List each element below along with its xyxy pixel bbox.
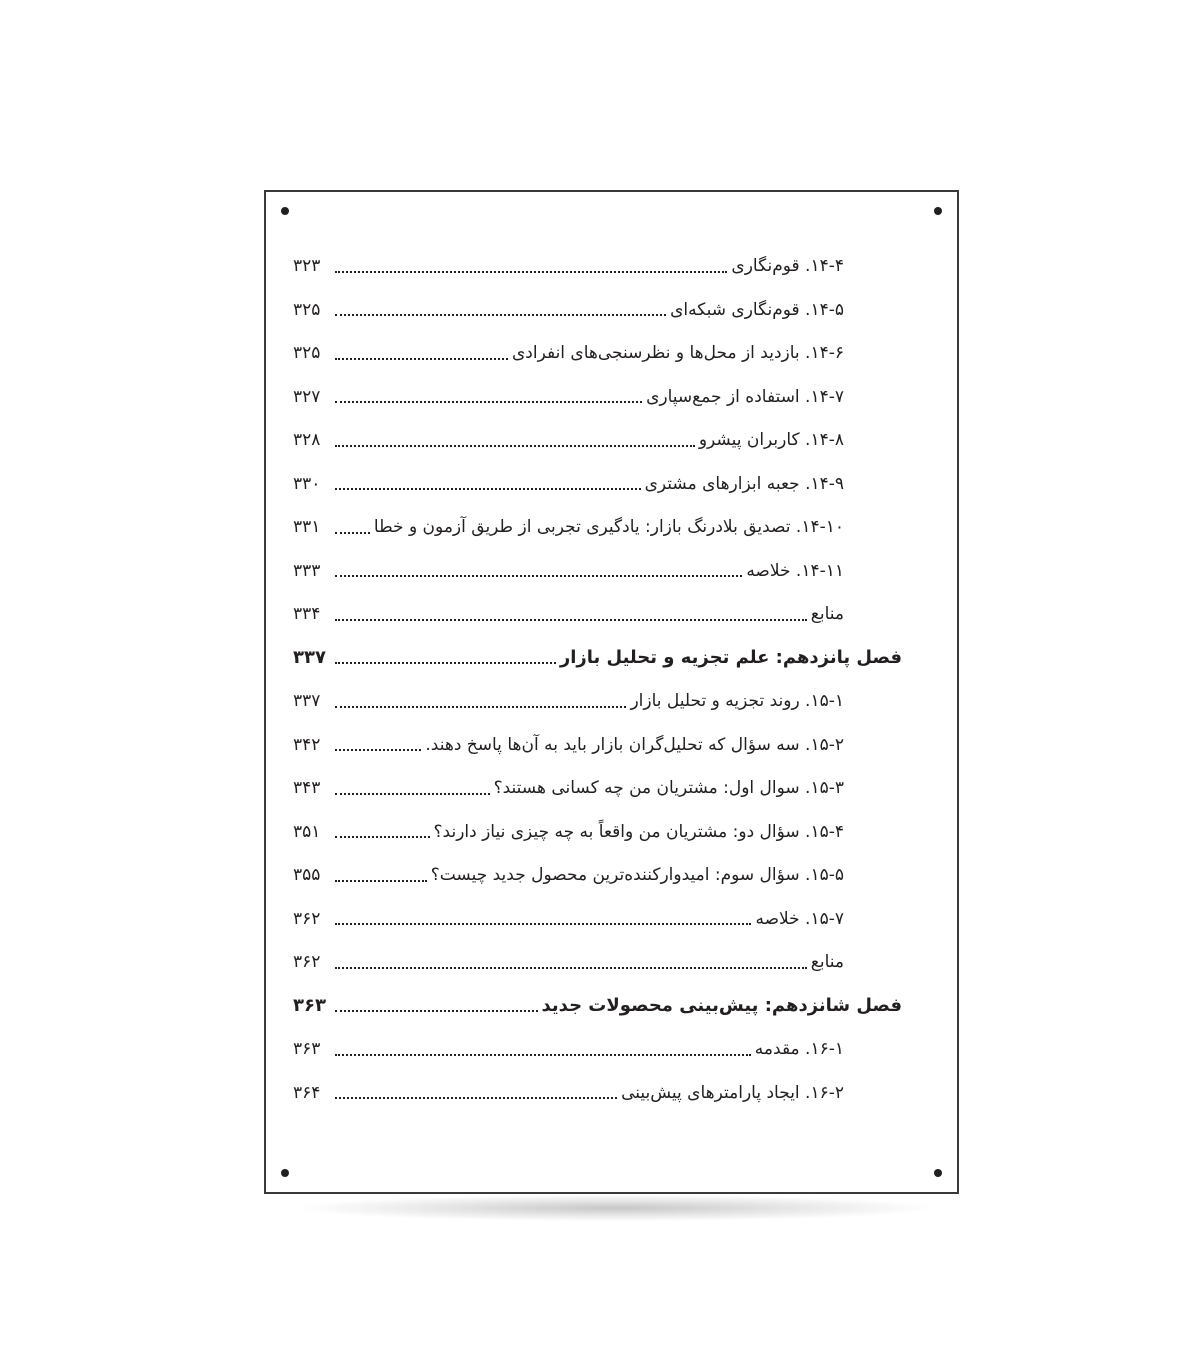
- toc-entry: [293, 506, 902, 550]
- dot-leader: [335, 532, 370, 534]
- dot-leader: [335, 314, 666, 316]
- dot-leader: [335, 923, 751, 925]
- toc-entry-title: ۱۵-۲. سه سؤال که تحلیل‌گران بازار باید به آن‌ها پاسخ دهند.: [425, 734, 844, 755]
- toc-entry: [293, 463, 902, 507]
- toc-entry: [293, 289, 902, 333]
- toc-entry-page: ۳۶۳: [293, 1039, 321, 1060]
- toc-entry-page: ۳۳۴: [293, 604, 321, 625]
- toc-entry-title: منابع: [810, 604, 844, 625]
- toc-entry-references: [293, 593, 902, 637]
- toc-entry-title: ۱۴-۴. قوم‌نگاری: [731, 256, 844, 277]
- dot-leader: [335, 445, 695, 447]
- toc-entry-title: ۱۴-۸. کاربران پیشرو: [698, 430, 844, 451]
- dot-leader: [335, 793, 490, 795]
- dot-leader: [335, 575, 742, 577]
- toc-entry-title: ۱۴-۱۱. خلاصه: [746, 560, 844, 581]
- toc-entry-page: ۳۲۵: [293, 299, 321, 320]
- dot-leader: [335, 880, 427, 882]
- table-of-contents: [293, 245, 902, 1115]
- toc-entry-title: ۱۵-۵. سؤال سوم: امیدوارکننده‌ترین محصول جدید چیست؟: [430, 865, 844, 886]
- dot-leader: [335, 1054, 751, 1056]
- toc-entry: [293, 898, 902, 942]
- page-shadow: [300, 1195, 930, 1221]
- toc-entry: [293, 245, 902, 289]
- toc-entry-title: ۱۵-۷. خلاصه: [755, 908, 844, 929]
- toc-entry-page: ۳۵۱: [293, 821, 321, 842]
- toc-entry-page: ۳۴۳: [293, 778, 321, 799]
- toc-entry-title: ۱۴-۵. قوم‌نگاری شبکه‌ای: [670, 299, 844, 320]
- toc-entry-page: ۳۳۰: [293, 473, 321, 494]
- dot-leader: [335, 1010, 538, 1012]
- toc-entry-page: ۳۶۲: [293, 908, 321, 929]
- toc-entry-page: ۳۲۳: [293, 256, 321, 277]
- toc-entry-title: ۱۴-۶. بازدید از محل‌ها و نظرسنجی‌های انفرادی: [511, 343, 844, 364]
- dot-leader: [335, 706, 626, 708]
- toc-entry-title: ۱۴-۹. جعبه ابزارهای مشتری: [644, 473, 844, 494]
- toc-entry-page: ۳۳۷: [293, 691, 321, 712]
- toc-chapter-page: ۳۶۳: [293, 995, 326, 1017]
- toc-entry-page: ۳۴۲: [293, 734, 321, 755]
- dot-leader: [335, 967, 807, 969]
- toc-entry-page: ۳۵۵: [293, 865, 321, 886]
- toc-entry: [293, 376, 902, 420]
- book-page: [264, 190, 959, 1194]
- toc-entry-title: ۱۵-۱. روند تجزیه و تحلیل بازار: [630, 691, 844, 712]
- toc-entry: [293, 550, 902, 594]
- toc-entry-page: ۳۲۷: [293, 386, 321, 407]
- toc-entry: [293, 1072, 902, 1116]
- toc-entry: [293, 1028, 902, 1072]
- toc-entry-title: ۱۴-۱۰. تصدیق بلادرنگ بازار: یادگیری تجربی از طریق آزمون و خطا: [373, 517, 844, 538]
- corner-dot-icon: [281, 207, 289, 215]
- toc-chapter-heading: [293, 985, 902, 1029]
- dot-leader: [335, 488, 641, 490]
- dot-leader: [335, 1097, 617, 1099]
- toc-entry-title: ۱۵-۳. سوال اول: مشتریان من چه کسانی هستند؟: [493, 778, 844, 799]
- toc-entry-references: [293, 941, 902, 985]
- toc-entry-title: منابع: [810, 952, 844, 973]
- corner-dot-icon: [934, 207, 942, 215]
- dot-leader: [335, 662, 556, 664]
- toc-entry-page: ۳۲۸: [293, 430, 321, 451]
- toc-entry: [293, 811, 902, 855]
- toc-entry-title: ۱۵-۴. سؤال دو: مشتریان من واقعاً به چه چیزی نیاز دارند؟: [433, 821, 844, 842]
- toc-entry: [293, 680, 902, 724]
- toc-entry-page: ۳۶۲: [293, 952, 321, 973]
- dot-leader: [335, 358, 508, 360]
- toc-entry: [293, 724, 902, 768]
- toc-entry-title: ۱۶-۱. مقدمه: [754, 1039, 844, 1060]
- toc-entry-title: ۱۴-۷. استفاده از جمع‌سپاری: [646, 386, 844, 407]
- toc-entry-page: ۳۶۴: [293, 1082, 321, 1103]
- toc-entry: [293, 854, 902, 898]
- toc-entry-page: ۳۲۵: [293, 343, 321, 364]
- toc-chapter-heading: [293, 637, 902, 681]
- toc-entry: [293, 332, 902, 376]
- toc-entry: [293, 767, 902, 811]
- dot-leader: [335, 749, 421, 751]
- toc-chapter-title: فصل شانزدهم: پیش‌بینی محصولات جدید: [541, 995, 902, 1017]
- dot-leader: [335, 836, 430, 838]
- dot-leader: [335, 619, 807, 621]
- toc-entry-page: ۳۳۳: [293, 560, 321, 581]
- toc-chapter-page: ۳۳۷: [293, 647, 326, 669]
- corner-dot-icon: [934, 1169, 942, 1177]
- toc-entry-page: ۳۳۱: [293, 517, 321, 538]
- dot-leader: [335, 271, 727, 273]
- toc-entry-title: ۱۶-۲. ایجاد پارامترهای پیش‌بینی: [621, 1082, 844, 1103]
- corner-dot-icon: [281, 1169, 289, 1177]
- toc-chapter-title: فصل پانزدهم: علم تجزیه و تحلیل بازار: [559, 647, 902, 669]
- dot-leader: [335, 401, 642, 403]
- toc-entry: [293, 419, 902, 463]
